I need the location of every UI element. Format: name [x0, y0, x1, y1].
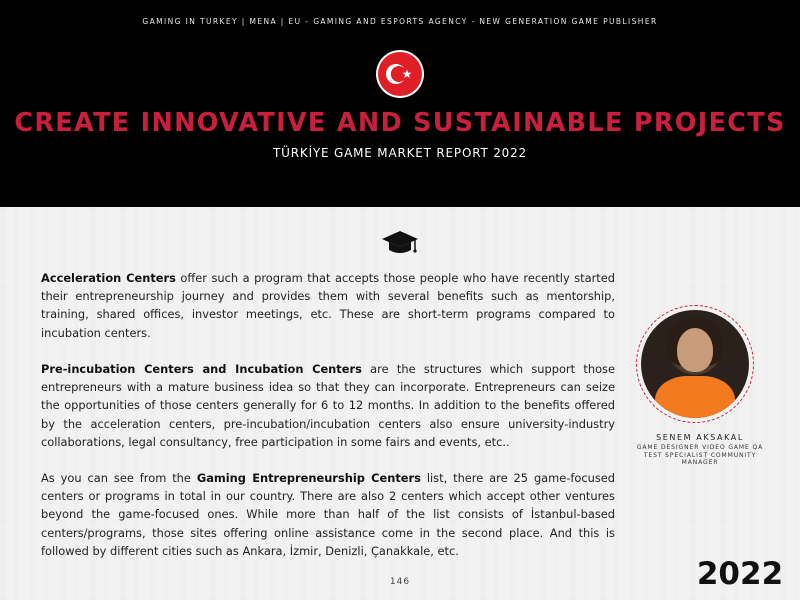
paragraph-text-after: list, there are 25 game-focused centers or programs in total in our country. There are also 2 centers which accept other ventures beyond the game-focused ones. While more than half of the list consists of İstanbul-based centers/programs, those sites offering online assistance come in the second place. And this is followed by different cities such as Ankara, İzmir, Denizli, Çanakkale, etc.: [41, 471, 615, 558]
paragraph-acceleration-centers: [41, 269, 615, 342]
avatar: [641, 310, 749, 418]
year-label: 2022: [696, 556, 784, 592]
paragraph-text: offer such a program that accepts those people who have recently started their entrepreneurship journey and provides them with several benefits such as mentorship, training, shared offices, investor meetings, etc. These are short-term programs compared to incubation centers.: [41, 271, 615, 340]
paragraph-bold-term: Pre-incubation Centers and Incubation Centers: [41, 362, 362, 376]
top-tagline: GAMING IN TURKEY | MENA | EU - GAMING AND ESPORTS AGENCY - NEW GENERATION GAME PUBLISHER: [142, 17, 658, 26]
paragraph-text-before: As you can see from the: [41, 471, 197, 485]
paragraph-gaming-entrepreneurship: [41, 469, 615, 560]
header: [0, 0, 800, 207]
turkish-flag-icon: [376, 50, 424, 98]
page-number: 146: [389, 577, 411, 587]
paragraph-bold-term: Acceleration Centers: [41, 271, 176, 285]
paragraph-bold-term: Gaming Entrepreneurship Centers: [196, 471, 421, 485]
report-subtitle: TÜRKİYE GAME MARKET REPORT 2022: [273, 146, 527, 160]
page-title: CREATE INNOVATIVE AND SUSTAINABLE PROJECTS: [14, 108, 786, 138]
person-role: GAME DESIGNER VIDEO GAME QA TEST SPECIALIST COMMUNITY MANAGER: [636, 444, 764, 466]
paragraph-text: are the structures which support those entrepreneurs with a mature business idea so that they can incorporate. Entrepreneurs can seize the opportunities of those centers generally for 6 to 12 months. In addition to the benefits offered by the acceleration centers, pre-incubation/incubation centers also ensure university-industry collaborations, legal consultancy, free participation in some fairs and events, etc..: [41, 362, 615, 449]
paragraph-incubation-centers: [41, 360, 615, 451]
graduation-cap-icon: [380, 229, 420, 257]
person-name: SENEM AKSAKAL: [656, 433, 744, 442]
